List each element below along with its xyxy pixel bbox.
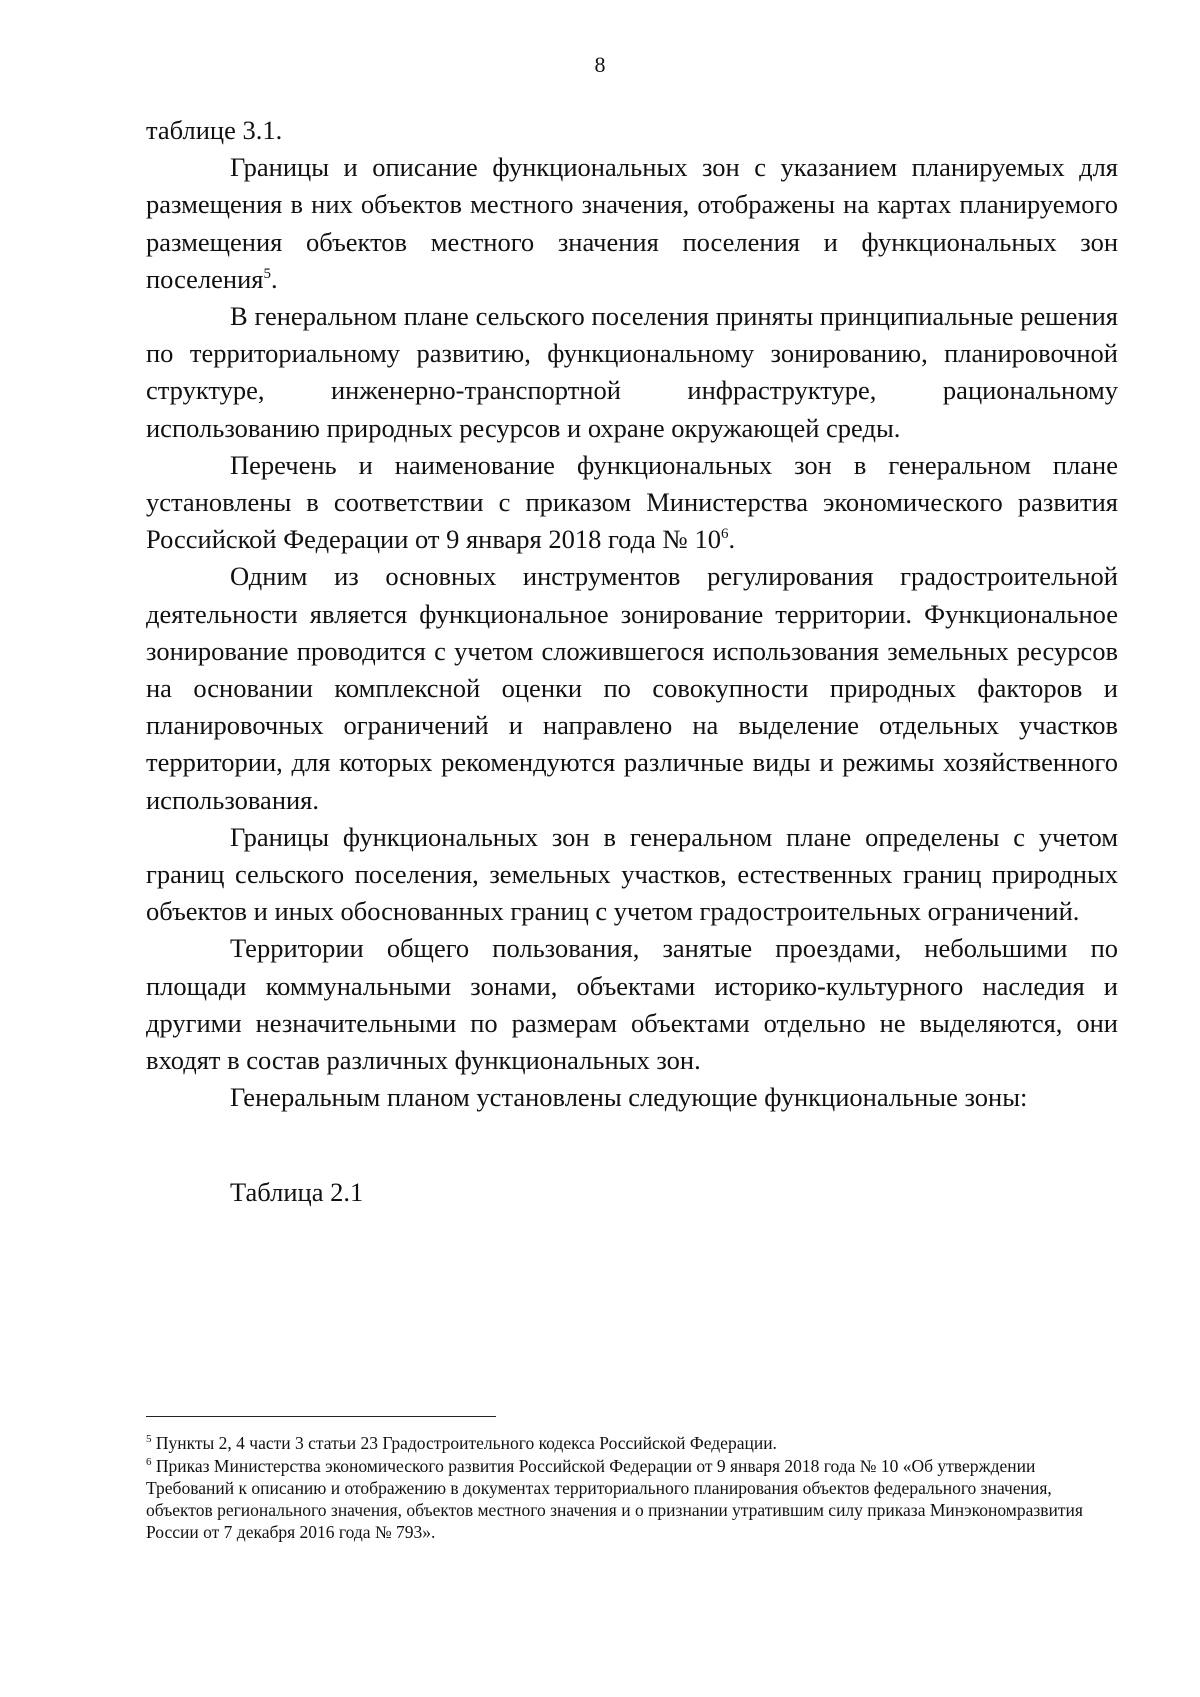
paragraph-public-territories: Территории общего пользования, занятые проездами, небольшими по площади коммунальными зонами, объектами историко-культурного наследия и другими незначительными по размерам объектами отдельно не выделяются, они входят в состав различных функциональных зон. <box>146 933 1118 1076</box>
footnote-separator <box>146 1416 496 1417</box>
footnote-item <box>146 1432 1118 1454</box>
paragraph-general-plan-decisions: В генеральном плане сельского поселения приняты принципиальные решения по территориальному развитию, функциональному зонированию, планировочной структуре, инженерно-транспортной инфраструктуре, рациональному использованию природных ресурсов и охране окружающей среды. <box>146 301 1118 443</box>
paragraph-zone-boundaries-definition: Границы функциональных зон в генеральном плане определены с учетом границ сельского поселения, земельных участков, естественных границ природных объектов и иных обоснованных границ с учетом градостроительных ограничений. <box>146 821 1118 927</box>
footnote-text: Пункты 2, 4 части 3 статьи 23 Градостроительного кодекса Российской Федерации. <box>155 1433 777 1453</box>
paragraph-text: Перечень и наименование функциональных зон в генеральном плане установлены в соответствии с приказом Министерства экономического развития Российской Федерации от 9 января 2018 года № 10 <box>146 449 1118 555</box>
footnote-item <box>146 1455 1118 1543</box>
sentence-period: . <box>270 263 278 294</box>
footnotes <box>146 1432 1118 1544</box>
page-number: 8 <box>594 52 606 77</box>
paragraph-functional-zoning: Одним из основных инструментов регулирования градостроительной деятельности является функциональное зонирование территории. Функциональное зонирование проводится с учетом сложившегося использования земельных ресурсов на основании комплексной оценки по совокупности природных факторов и планировочных ограничений и направлено на выделение отдельных участков территории, для которых рекомендуются различные виды и режимы хозяйственного использования. <box>146 561 1118 815</box>
footnote-text: Приказ Министерства экономического развития Российской Федерации от 9 января 2018 года № 10 «Об утверждении Требований к описанию и отображению в документах территориального планирования объектов федерального значения, объектов регионального значения, объектов местного значения и о признании утратившим силу приказа Минэкономразвития России от 7 декабря 2016 года № 793». <box>146 1456 1083 1542</box>
paragraph-zone-list-basis <box>146 447 1118 559</box>
paragraph-continuation: таблице 3.1. <box>146 115 283 145</box>
paragraph-zone-boundaries <box>146 149 1118 298</box>
paragraph-text: Границы и описание функциональных зон с указанием планируемых для размещения в них объектов местного значения, отображены на картах планируемого размещения объектов местного значения поселения и функциональных зон поселения <box>146 152 1118 294</box>
paragraph-established-zones: Генеральным планом установлены следующие функциональные зоны: <box>230 1082 1028 1113</box>
document-body <box>146 112 1118 1212</box>
footnote-mark: 5 <box>146 1433 152 1446</box>
sentence-period: . <box>728 524 736 555</box>
footnote-reference: 5 <box>263 265 271 282</box>
table-caption: Таблица 2.1 <box>230 1177 364 1208</box>
footnote-reference: 6 <box>720 526 729 543</box>
footnote-mark: 6 <box>146 1456 152 1469</box>
